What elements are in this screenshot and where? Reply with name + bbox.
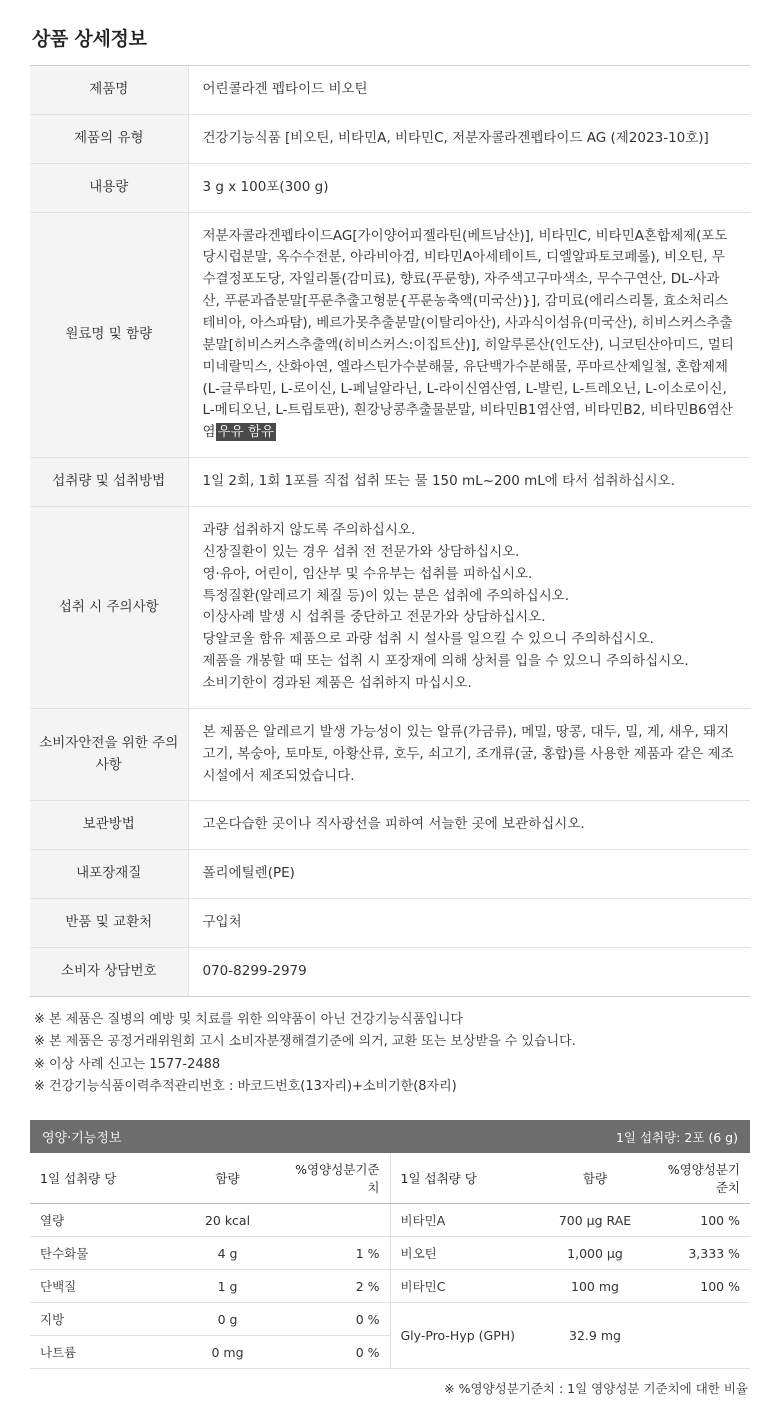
nutrient-amount: 100 mg [540,1270,650,1303]
spec-value: 어린콜라겐 펩타이드 비오틴 [188,66,750,115]
table-row [30,801,750,850]
spec-value-ingredients [188,212,750,458]
product-spec-table [30,65,750,997]
table-row [30,1303,750,1336]
table-row [30,66,750,115]
col-header-percent-left: %영양성분기준치 [285,1153,390,1204]
spec-label: 제품명 [30,66,188,115]
note-line: ※ 건강기능식품이력추적관리번호 : 바코드번호(13자리)+소비기한(8자리) [34,1079,457,1094]
ingredients-text: 저분자콜라겐펩타이드AG[가이양어피젤라틴(베트남산)], 비타민C, 비타민A혼합제제(포도당시럽분말, 옥수수전분, 아라비아검, 비타민A아세테이트, 디엘알파토코페롤), 비오틴, 무수결정포도당, 자일리톨(감미료), 향료(푸룬향), 자주색고구마색소, 무수구연산, DL-사과산, 푸룬과즙분말[푸룬추출고형분{푸룬농축액(미국산)}], 감미료(에리스리톨, 효소처리스테비아, 아스파탐), 베르가못추출분말(이탈리아산), 사과식이섬유(미국산), 히비스커스추출분말[히비스커스추출액(히비스커스:이집트산)], 히알루론산(인도산), 니코틴산아미드, 멀티미네랄믹스, 산화아연, 엘라스틴가수분해물, 유단백가수분해물, 푸마르산제일철, 혼합제제(L-글루타민, L-로이신, L-페닐알라닌, L-라이신염산염, L-발린, L-트레오닌, L-이소로이신, L-메티오닌, L-트립토판), 흰강낭콩추출물분말, 비타민B1염산염, 비타민B2, 비타민B6염산염 [202,227,734,441]
spec-value-cautions [188,507,750,709]
note-line: ※ 본 제품은 질병의 예방 및 치료를 위한 의약품이 아닌 건강기능식품입니다 [34,1011,463,1027]
nutrient-name: 탄수화물 [30,1237,170,1270]
col-header-amount-left: 함량 [170,1153,285,1204]
nutrient-name: 비오틴 [390,1237,540,1270]
caution-line: 제품을 개봉할 때 또는 섭취 시 포장재에 의해 상처를 입을 수 있으니 주의하십시오. [202,653,689,670]
col-header-serving-right: 1일 섭취량 당 [390,1153,540,1204]
nutrient-amount: 1,000 µg [540,1237,650,1270]
spec-label: 제품의 유형 [30,114,188,163]
nutrition-header [30,1120,750,1153]
spec-value: 폴리에틸렌(PE) [188,850,750,899]
spec-label: 섭취 시 주의사항 [30,507,188,709]
nutrient-name: 비타민A [390,1204,540,1237]
caution-line: 영·유아, 어린이, 임산부 및 수유부는 섭취를 피하십시오. [202,565,533,582]
nutrition-footnote: ※ %영양성분기준치 : 1일 영양성분 기준치에 대한 비율 [444,1381,748,1397]
table-row [30,163,750,212]
caution-line: 이상사례 발생 시 섭취를 중단하고 전문가와 상담하십시오. [202,609,546,626]
spec-label: 내포장재질 [30,850,188,899]
spec-label: 내용량 [30,163,188,212]
col-header-serving-left: 1일 섭취량 당 [30,1153,170,1204]
nutrient-amount: 1 g [170,1270,285,1303]
spec-label: 보관방법 [30,801,188,850]
spec-label: 섭취량 및 섭취방법 [30,458,188,507]
nutrient-amount: 0 g [170,1303,285,1336]
nutrient-name: 나트륨 [30,1336,170,1369]
caution-line: 신장질환이 있는 경우 섭취 전 전문가와 상담하십시오. [202,543,520,560]
nutrient-name: 열량 [30,1204,170,1237]
spec-value: 본 제품은 알레르기 발생 가능성이 있는 알류(가금류), 메밀, 땅콩, 대두, 밀, 게, 새우, 돼지고기, 복숭아, 토마토, 아황산류, 호두, 쇠고기, 조개류(굴, 홍합)를 사용한 제품과 같은 제조 시설에서 제조되었습니다. [188,708,750,801]
nutrient-percent: 2 % [285,1270,390,1303]
table-row [30,507,750,709]
nutrient-amount: 32.9 mg [540,1303,650,1369]
table-row [30,114,750,163]
nutrient-amount: 0 mg [170,1336,285,1369]
nutrient-percent: 0 % [285,1303,390,1336]
nutrient-name: 단백질 [30,1270,170,1303]
table-row [30,850,750,899]
table-row [30,899,750,948]
col-header-amount-right: 함량 [540,1153,650,1204]
nutrient-percent: 0 % [285,1336,390,1369]
nutrient-percent [285,1204,390,1237]
spec-value: 구입처 [188,899,750,948]
nutrition-header-title: 영양·기능정보 [42,1131,122,1147]
spec-value: 3 g x 100포(300 g) [188,163,750,212]
nutrient-percent: 3,333 % [650,1237,750,1270]
nutrient-percent: 100 % [650,1204,750,1237]
table-row [30,458,750,507]
table-row [30,948,750,997]
table-row [30,1204,750,1237]
table-row [30,708,750,801]
table-row [30,1270,750,1303]
nutrient-name: 지방 [30,1303,170,1336]
nutrition-table [30,1153,750,1369]
caution-line: 특정질환(알레르기 체질 등)이 있는 분은 섭취에 주의하십시오. [202,587,570,604]
page-title: 상품 상세정보 [32,28,147,50]
spec-label: 소비자안전을 위한 주의사항 [30,708,188,801]
col-header-percent-right: %영양성분기준치 [650,1153,750,1204]
nutrient-percent [650,1303,750,1369]
spec-label: 소비자 상담번호 [30,948,188,997]
legal-notes [30,997,750,1098]
note-line: ※ 본 제품은 공정거래위원회 고시 소비자분쟁해결기준에 의거, 교환 또는 보상받을 수 있습니다. [34,1034,576,1050]
table-row [30,212,750,458]
nutrient-percent: 100 % [650,1270,750,1303]
nutrition-serving-size: 1일 섭취량: 2포 (6 g) [615,1129,738,1145]
caution-line: 당알코올 함유 제품으로 과량 섭취 시 설사를 일으킬 수 있으니 주의하십시오. [202,631,654,648]
note-line: ※ 이상 사례 신고는 1577-2488 [34,1056,221,1072]
milk-contains-highlight: 우유 함유 [217,424,275,441]
spec-value: 070-8299-2979 [202,963,307,980]
spec-label: 반품 및 교환처 [30,899,188,948]
nutrition-facts-block [30,1120,750,1397]
table-row [30,1237,750,1270]
nutrient-percent: 1 % [285,1237,390,1270]
caution-line: 과량 섭취하지 않도록 주의하십시오. [202,522,416,539]
nutrient-amount: 4 g [170,1237,285,1270]
nutrient-amount: 20 kcal [170,1204,285,1237]
spec-value: 1일 2회, 1회 1포를 직접 섭취 또는 물 150 mL~200 mL에 타서 섭취하십시오. [188,458,750,507]
caution-line: 소비기한이 경과된 제품은 섭취하지 마십시오. [202,675,472,692]
nutrient-name: 비타민C [390,1270,540,1303]
spec-label: 원료명 및 함량 [30,212,188,458]
spec-value: 고온다습한 곳이나 직사광선을 피하여 서늘한 곳에 보관하십시오. [188,801,750,850]
nutrient-name: Gly-Pro-Hyp (GPH) [390,1303,540,1369]
nutrient-amount: 700 µg RAE [540,1204,650,1237]
nutrition-header-row [30,1153,750,1204]
spec-value: 건강기능식품 [비오틴, 비타민A, 비타민C, 저분자콜라겐펩타이드 AG (제2023-10호)] [188,114,750,163]
